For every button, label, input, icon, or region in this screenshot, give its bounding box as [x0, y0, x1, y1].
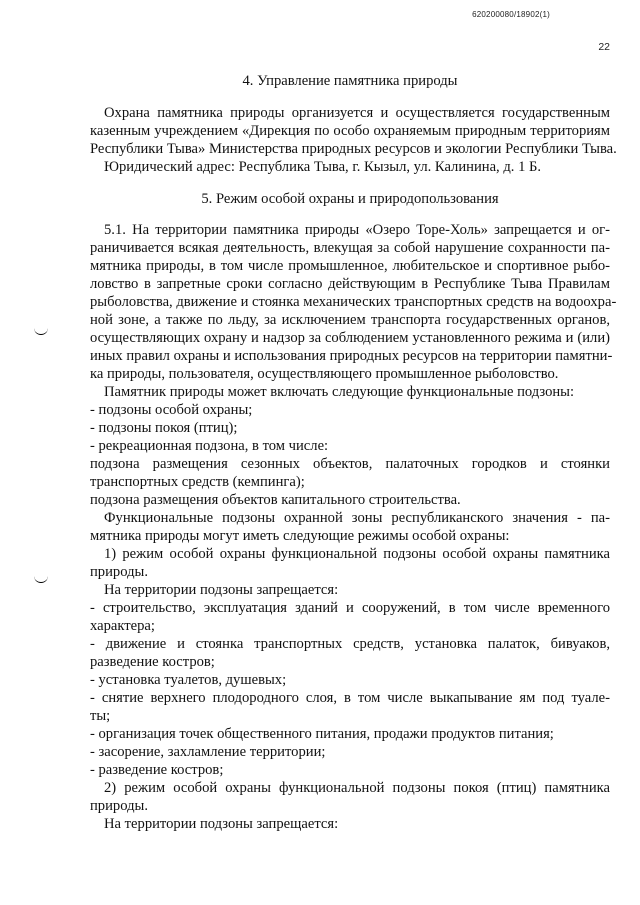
section-5-line: Памятник природы может включать следующие функциональные подзоны: — [104, 384, 575, 400]
section-5-line: - засорение, захламление территории; — [90, 744, 326, 760]
section-4-heading: 4. Управление памятника природы — [242, 73, 458, 89]
section-5-line: рыболовства, движение и стоянка механических транспортных средств на водоохра- — [90, 294, 617, 310]
section-5-line: подзона размещения объектов капитального строительства. — [90, 492, 461, 508]
section-5-line: подзона размещения сезонных объектов, палаточных городков и стоянки — [90, 456, 610, 472]
document-id: 620200080/18902(1) — [472, 10, 550, 19]
section-5-line: характера; — [90, 618, 155, 634]
section-5-line: мятника природы могут иметь следующие режимы особой охраны: — [90, 528, 510, 544]
section-5-line: мятника природы, в том числе промышленное, любительское и спортивное рыбо- — [90, 258, 610, 274]
section-5-line: ной зоне, а также по льду, за исключением транспорта государственных органов, — [90, 312, 610, 328]
punch-mark-top — [34, 327, 48, 335]
section-5-line: На территории подзоны запрещается: — [104, 582, 339, 598]
punch-mark-bottom — [34, 575, 48, 583]
section-5-line: - подзоны покоя (птиц); — [90, 420, 238, 436]
section-5-line: раничивается всякая деятельность, влекущая за собой нарушение сохранности па- — [90, 240, 610, 256]
section-5-line: 1) режим особой охраны функциональной подзоны особой охраны памятника — [104, 546, 610, 562]
section-5-line: транспортных средств (кемпинга); — [90, 474, 305, 490]
section-5-line: природы. — [90, 564, 148, 580]
section-5-line: - рекреационная подзона, в том числе: — [90, 438, 329, 454]
section-5-line: ка природы, пользователя, осуществляющего промышленное рыболовство. — [90, 366, 559, 382]
section-5-line: Функциональные подзоны охранной зоны республиканского значения - па- — [104, 510, 610, 526]
section-5-line: иных правил охраны и использования природных ресурсов на территории памятни- — [90, 348, 613, 364]
section-5-line: - строительство, эксплуатация зданий и сооружений, в том числе временного — [90, 600, 610, 616]
section-5-line: 5.1. На территории памятника природы «Озеро Торе-Холь» запрещается и ог- — [104, 222, 610, 238]
section-4-line: Юридический адрес: Республика Тыва, г. Кызыл, ул. Калинина, д. 1 Б. — [104, 159, 542, 175]
section-5-line: природы. — [90, 798, 148, 814]
section-5-line: - разведение костров; — [90, 762, 224, 778]
section-5-line: осуществляющих охрану и надзор за соблюдением установленного режима и (или) — [90, 330, 610, 346]
section-5-line: На территории подзоны запрещается: — [104, 816, 339, 832]
section-5-line: - подзоны особой охраны; — [90, 402, 253, 418]
section-5-line: - снятие верхнего плодородного слоя, в том числе выкапывание ям под туале- — [90, 690, 610, 706]
section-5-line: ловство в запретные сроки согласно действующим в Республике Тыва Правилам — [90, 276, 610, 292]
section-5-heading: 5. Режим особой охраны и природопользования — [201, 191, 499, 207]
section-5-line: - установка туалетов, душевых; — [90, 672, 287, 688]
section-4-line: казенным учреждением «Дирекция по особо охраняемым природным территориям — [90, 123, 610, 139]
page-number: 22 — [598, 41, 610, 53]
section-4-line: Охрана памятника природы организуется и осуществляется государственным — [104, 105, 610, 121]
section-5-line: - движение и стоянка транспортных средств, установка палаток, бивуаков, — [90, 636, 610, 652]
section-5-line: - организация точек общественного питания, продажи продуктов питания; — [90, 726, 554, 742]
section-5-line: разведение костров; — [90, 654, 215, 670]
section-5-line: ты; — [90, 708, 111, 724]
section-4-line: Республики Тыва» Министерства природных ресурсов и экологии Республики Тыва. — [90, 141, 617, 157]
section-5-line: 2) режим особой охраны функциональной подзоны покоя (птиц) памятника — [104, 780, 610, 796]
